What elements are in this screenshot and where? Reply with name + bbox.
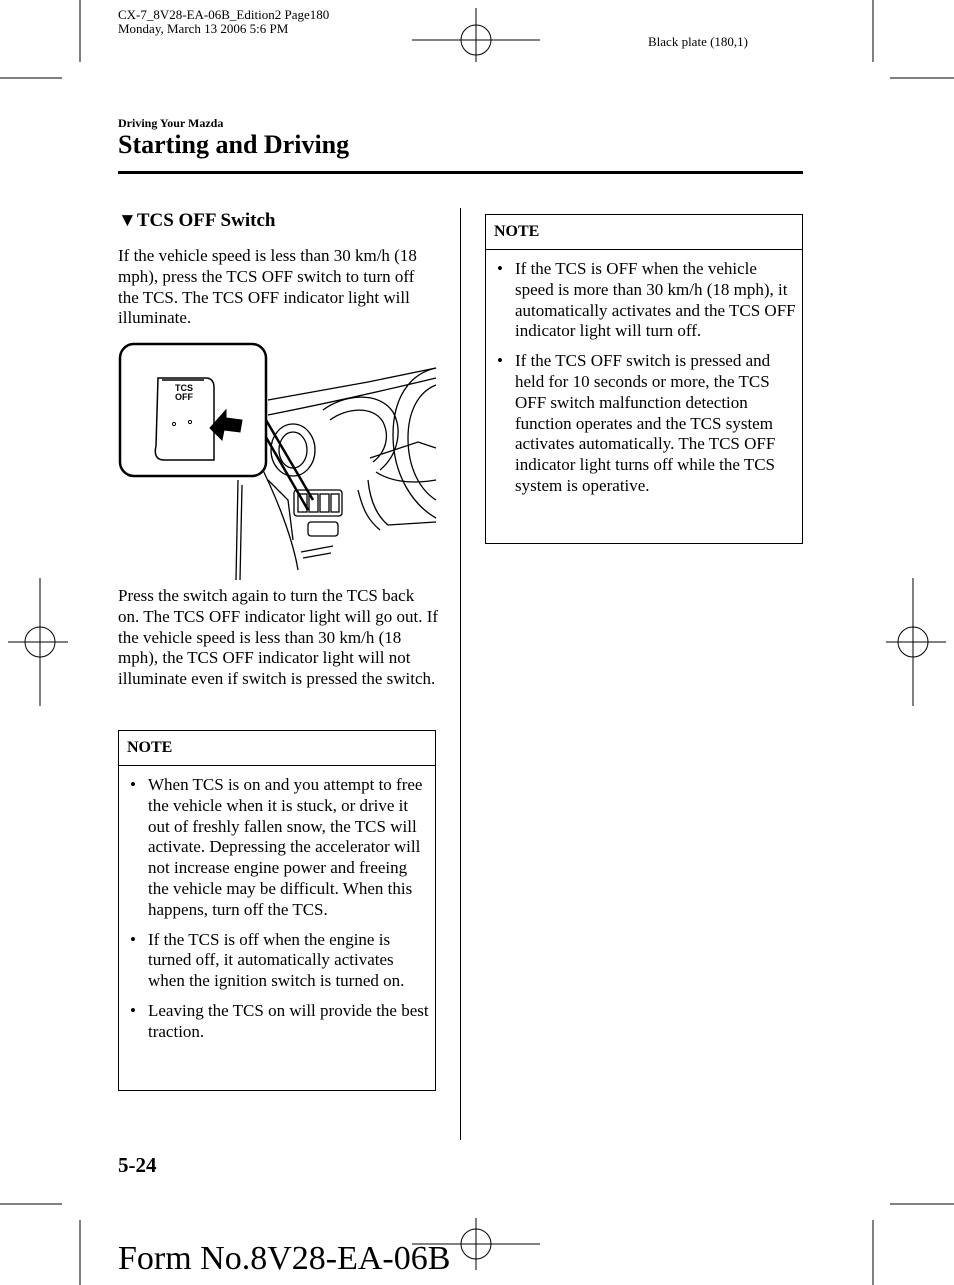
switch-label-tcs: TCS [175, 383, 193, 393]
note-item: • If the TCS is off when the engine is turned off, it automatically activates when the ignition switch is turned on. [119, 930, 435, 992]
column-divider [460, 208, 461, 1140]
title-rule [118, 171, 803, 174]
print-info-file: CX-7_8V28-EA-06B_Edition2 Page180 [118, 7, 330, 22]
note-list [119, 775, 435, 1043]
heading-marker-icon: ▼ [118, 210, 137, 231]
print-info-date: Monday, March 13 2006 5:6 PM [118, 21, 289, 36]
note-list [486, 259, 802, 497]
paragraph-2: Press the switch again to turn the TCS back on. The TCS OFF indicator light will go out. If the vehicle speed is less than 30 km/h (18 mph), the TCS OFF indicator light will not illuminate even if switch is pressed the switch. [118, 586, 439, 689]
form-number: Form No.8V28-EA-06B [118, 1240, 451, 1277]
section-heading [118, 210, 275, 232]
note-box-right [485, 214, 803, 544]
tcs-switch-illustration [118, 340, 438, 580]
note-item: • When TCS is on and you attempt to free the vehicle when it is stuck, or drive it out of freshly fallen snow, the TCS will activate. Depressing the accelerator will not increase engine power and freeing the vehicle may be difficult. When this happens, turn off the TCS. [119, 775, 435, 921]
paragraph-1: If the vehicle speed is less than 30 km/h (18 mph), press the TCS OFF switch to turn off the TCS. The TCS OFF indicator light will illuminate. [118, 246, 417, 328]
note-item: • Leaving the TCS on will provide the best traction. [119, 1001, 435, 1043]
plate-label: Black plate (180,1) [648, 34, 748, 49]
section-label: Driving Your Mazda [118, 116, 224, 130]
page-number: 5-24 [118, 1153, 157, 1177]
note-item: • If the TCS OFF switch is pressed and held for 10 seconds or more, the TCS OFF switch malfunction detection function operates and the TCS system activates automatically. The TCS OFF indicator light turns off while the TCS system is operative. [486, 351, 802, 497]
print-info [118, 8, 329, 36]
switch-label-off: OFF [175, 392, 193, 402]
note-box-left [118, 730, 436, 1091]
page-title: Starting and Driving [118, 130, 350, 159]
note-title: NOTE [486, 215, 802, 250]
note-item: • If the TCS is OFF when the vehicle speed is more than 30 km/h (18 mph), it automatically activates and the TCS OFF indicator light will turn off. [486, 259, 802, 342]
note-title: NOTE [119, 731, 435, 766]
heading-text: TCS OFF Switch [136, 210, 276, 231]
